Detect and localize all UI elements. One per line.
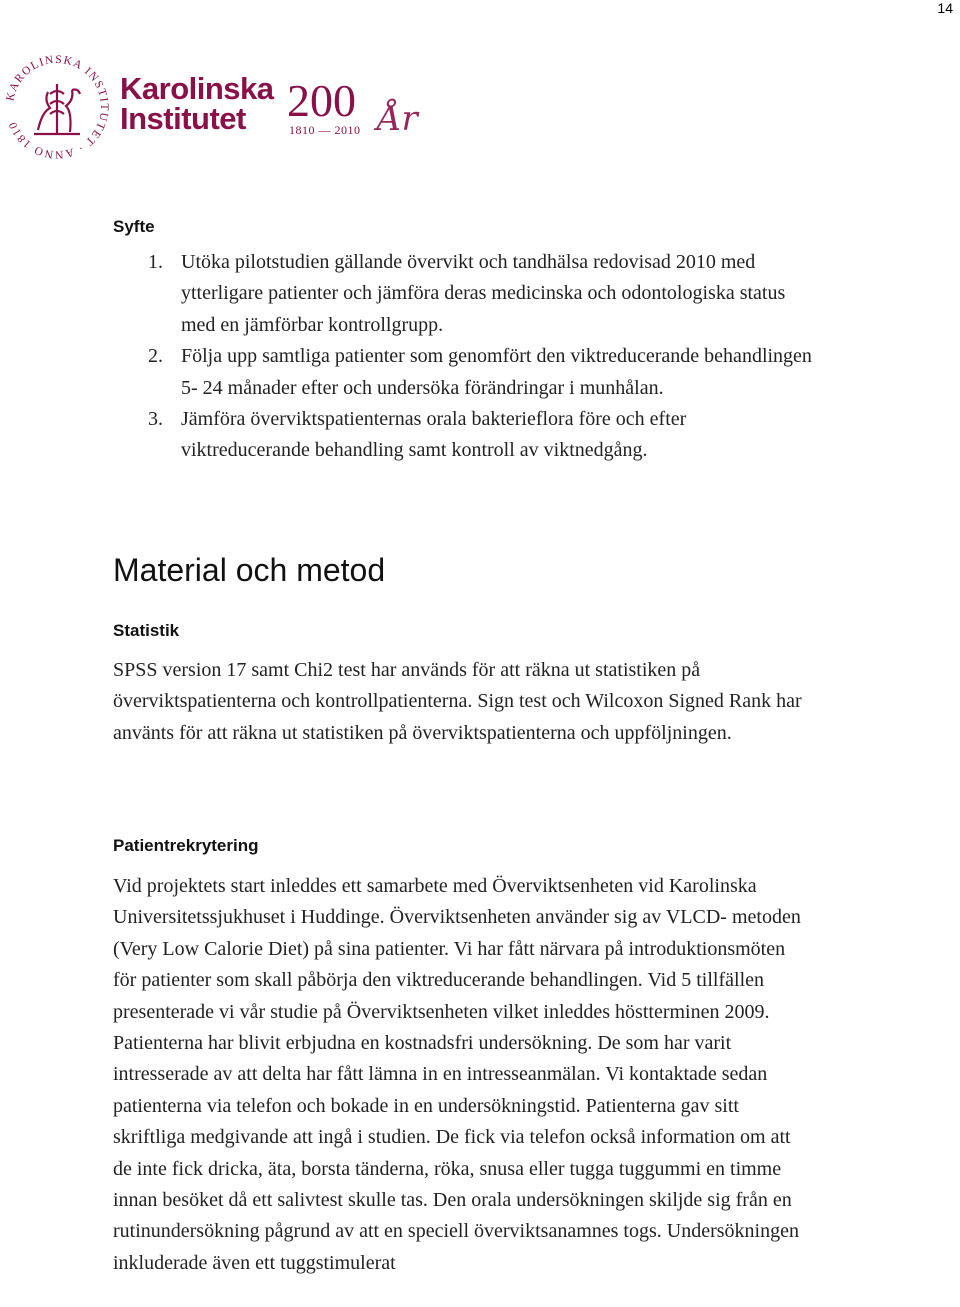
karolinska-logo: [0, 50, 440, 165]
list-item: [113, 341, 813, 404]
statistik-paragraph: SPSS version 17 samt Chi2 test har används för att räkna ut statistiken på överviktspatienterna och kontrollpatienterna. Sign test och Wilcoxon Signed Rank har använts för att räkna ut statistiken på överviktspatienterna och uppföljningen.: [113, 659, 802, 744]
wordmark-line-1: Karolinska: [120, 71, 274, 106]
list-item: [113, 247, 813, 341]
karolinska-seal-icon: [0, 50, 115, 165]
wordmark-line-2: Institutet: [120, 101, 246, 136]
svg-text:1810 — 2010: 1810 — 2010: [289, 123, 361, 137]
svg-text:200: 200: [287, 75, 356, 126]
material-heading: Material och metod: [113, 552, 386, 588]
page-number: 14: [937, 0, 953, 16]
list-item-number: 1.: [148, 251, 163, 273]
list-item-text: Jämföra överviktspatienternas orala bakterieflora före och efter viktreducerande behandling samt kontroll av viktnedgång.: [181, 408, 687, 462]
anniversary-200-logo: [285, 74, 435, 144]
syfte-list: [113, 247, 813, 467]
list-item-text: Utöka pilotstudien gällande övervikt och tandhälsa redovisad 2010 med ytterligare patienter och jämföra deras medicinska och odontologiska status med en jämförbar kontrollgrupp.: [181, 251, 786, 336]
list-item-text: Följa upp samtliga patienter som genomfört den viktreducerande behandlingen 5- 24 månader efter och undersöka förändringar i munhålan.: [181, 345, 812, 399]
list-item-number: 3.: [148, 408, 163, 431]
svg-text:KAROLINSKA INSTITUTET · ANNO 1: KAROLINSKA INSTITUTET · ANNO 1810: [4, 53, 111, 161]
statistik-heading: Statistik: [113, 621, 180, 640]
patientrekrytering-heading: Patientrekrytering: [113, 836, 259, 855]
list-item: [113, 404, 813, 467]
svg-text:År: År: [377, 99, 418, 139]
patientrekrytering-paragraph: Vid projektets start inleddes ett samarbete med Överviktsenheten vid Karolinska Universitetssjukhuset i Huddinge. Överviktsenheten använder sig av VLCD- metoden (Very Low Calorie Diet) på sina patienter. Vi har fått närvara på introduktionsmöten för patienter som skall påbörja den viktreducerande behandlingen. Vid 5 tillfällen presenterade vi vår studie på Överviktsenheten vilket inleddes höstterminen 2009. Patienterna har blivit erbjudna en kostnadsfri undersökning. De som har varit intresserade av att delta har fått lämna in en intresseanmälan. Vi kontaktade sedan patienterna via telefon och bokade in en undersökningstid. Patienterna gav sitt skriftliga medgivande att ingå i studien. De fick via telefon också information om att de inte fick dricka, äta, borsta tänderna, röka, snusa eller tugga tuggummi en timme innan besöket då ett salivtest skulle tas. Den orala undersökningen skiljde sig från en rutinundersökning pågrund av att en speciell överviktsanamnes togs. Undersökningen inkluderade även ett tuggstimulerat: [113, 875, 801, 1274]
syfte-heading: Syfte: [113, 217, 155, 236]
list-item-number: 2.: [148, 345, 163, 368]
